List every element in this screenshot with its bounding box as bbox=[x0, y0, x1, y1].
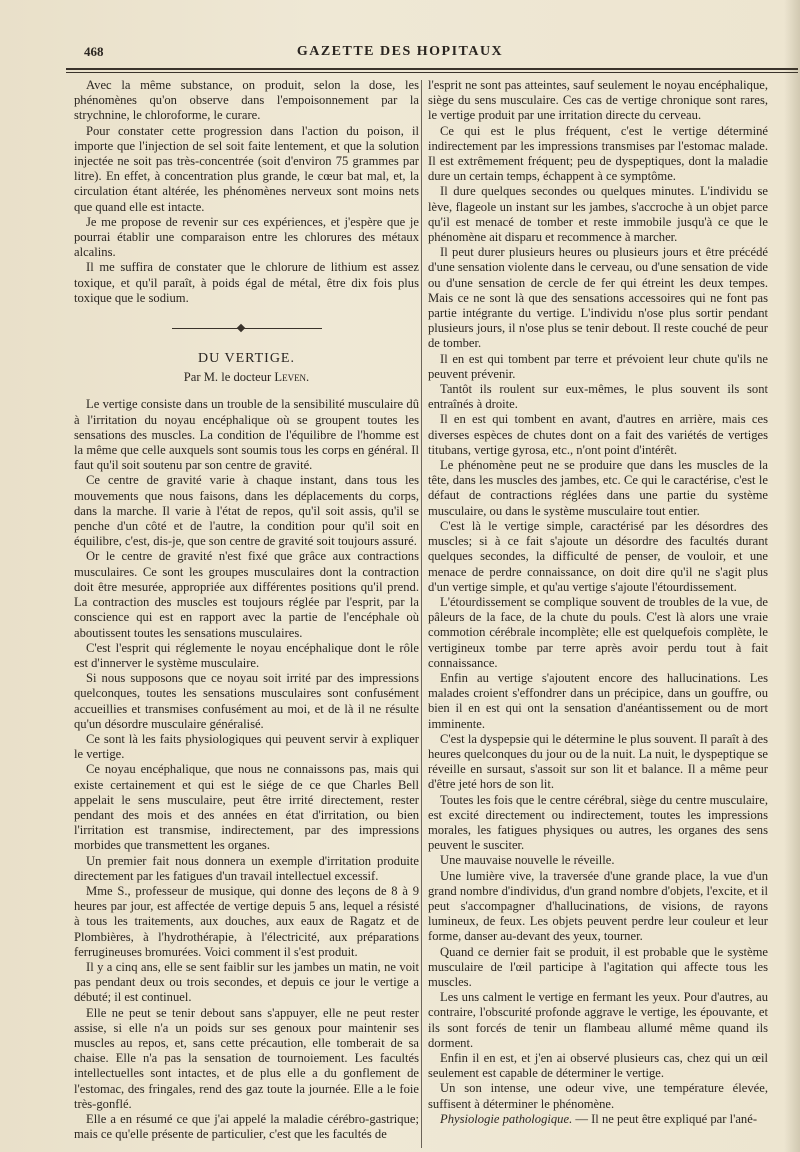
paragraph: Quand ce dernier fait se produit, il est probable que le système musculaire de l'œil participe à l'agitation qui affecte tous les muscles. bbox=[428, 944, 768, 989]
paragraph: L'étourdissement se complique souvent de troubles de la vue, de pâleurs de la face, de la chute du pouls. C'est là alors une vraie commotion cérébrale incomplète; elle est quelquefois complète, le vertigineux tombe par terre après avoir perdu tout à fait connaissance. bbox=[428, 594, 768, 670]
paragraph-text: — Il ne peut être expliqué par l'ané- bbox=[572, 1111, 758, 1126]
paragraph: Il peut durer plusieurs heures ou plusieurs jours et être précédé d'une sensation violente dans le cerveau, ou d'une sensation de vide ou d'une sensation de cercle de fer qui étreint les deux tempes. Mais ce ne sont là que des sensations accessoires qui ne font pas partie intégrante du vertige. L'individu n'ose plus sortir pendant plusieurs jours, il n'ose plus se tenir debout. Il reste couché de peur de tomber. bbox=[428, 245, 768, 351]
column-divider bbox=[421, 80, 422, 1148]
paragraph: Enfin au vertige s'ajoutent encore des hallucinations. Les malades croient s'effondrer dans un précipice, dans un gouffre, ou bien il en est qui ont la sensation d'anéantissement ou de mort imminente. bbox=[428, 670, 768, 731]
paragraph: Tantôt ils roulent sur eux-mêmes, le plus souvent ils sont entraînés à droite. bbox=[428, 382, 768, 412]
left-column bbox=[74, 78, 419, 1148]
paragraph: Elle a en résumé ce que j'ai appelé la maladie cérébro-gastrique; mais ce qu'elle présente de particulier, c'est que les facultés de bbox=[74, 1112, 419, 1142]
article-byline bbox=[74, 370, 419, 385]
paragraph: Le phénomène peut ne se produire que dans les muscles de la tête, dans les muscles des jambes, etc. Ce qui le caractérise, c'est le défaut de contractions réglées dans une partie du système musculaire, ou dans le système musculaire tout entier. bbox=[428, 458, 768, 518]
right-column bbox=[428, 78, 768, 1148]
paragraph: Mme S., professeur de musique, qui donne des leçons de 8 à 9 heures par jour, est affectée de vertige depuis 5 ans, lequel a résisté à tous les traitements, aux douches, aux eaux de Ragatz et de Plombières, à l'hydrothérapie, à l'électricité, aux préparations ferrugineuses bromurées. Voici comment il s'est produit. bbox=[74, 883, 419, 959]
paragraph: Ce noyau encéphalique, que nous ne connaissons pas, mais qui existe certainement et qui est le siége de ce que Charles Bell appelait le sens musculaire, peut être irrité directement, rester pendant des mois et des années en état d'irritation, ou bien l'irritation est transmise, indirectement, par des impressions morbides que transmettent les organes. bbox=[74, 762, 419, 853]
header-rule-thick bbox=[66, 68, 798, 70]
paragraph: Ce qui est le plus fréquent, c'est le vertige déterminé indirectement par les impressions transmises par l'estomac malade. Il est extrêmement fréquent; peu de dyspeptiques, dont la maladie dure un certain temps, échappent à ce symptôme. bbox=[428, 123, 768, 184]
paragraph: Une lumière vive, la traversée d'une grande place, la vue d'un grand nombre d'individus, d'un grand nombre d'objets, l'excite, et il peut s'accompagner d'hallucinations, de visions, de rayons lumineux, de feux. Les objets peuvent perdre leur couleur et leur forme, danser au-devant des yeux, tourner. bbox=[428, 868, 768, 944]
paragraph: Si nous supposons que ce noyau soit irrité par des impressions quelconques, toutes les sensations musculaires sont confusément accueillies et transmises confusément au moi, et de là il ne résulte qu'un désordre musculaire généralisé. bbox=[74, 671, 419, 731]
ornament-divider bbox=[172, 328, 322, 329]
paragraph: Le vertige consiste dans un trouble de la sensibilité musculaire dû à l'irritation du noyau encéphalique où se groupent toutes les sensations des muscles. La condition de l'équilibre de l'homme est la même que celle auxquels sont soumis tous les corps en général. Il faut qu'il soit soutenu par son centre de gravité. bbox=[74, 397, 419, 473]
paragraph: Ce sont là les faits physiologiques qui peuvent servir à expliquer le vertige. bbox=[74, 731, 419, 762]
paragraph: Un premier fait nous donnera un exemple d'irritation produite directement par les fatigues d'un travail intellectuel excessif. bbox=[74, 853, 419, 883]
paragraph: Enfin il en est, et j'en ai observé plusieurs cas, chez qui un œil seulement est capable de déterminer le vertige. bbox=[428, 1051, 768, 1081]
paragraph: l'esprit ne sont pas atteintes, sauf seulement le noyau encéphalique, siège du sens musculaire. Ces cas de vertige chronique sont rares, le vertige produit par une irritation directe du cerveau. bbox=[428, 78, 768, 123]
paragraph: Ce centre de gravité varie à chaque instant, dans tous les mouvements que nous faisons, dans les déplacements du corps, dans la marche. Il varie à l'état de repos, qu'il soit assis, qu'il se penche d'un côté et de l'autre, la condition pour qu'il soit en équilibre, c'est, dis-je, que son centre de gravité soit toujours assuré. bbox=[74, 473, 419, 549]
paragraph: Il me suffira de constater que le chlorure de lithium est assez toxique, et qu'il paraît, à poids égal de métal, être dix fois plus toxique que le sodium. bbox=[74, 260, 419, 305]
paragraph-last bbox=[428, 1112, 768, 1127]
paragraph: C'est la dyspepsie qui le détermine le plus souvent. Il paraît à des heures quelconques du jour ou de la nuit. La nuit, le dyspeptique se réveille en sursaut, s'assoit sur son lit et balance. Il a même peur d'être jeté hors de son lit. bbox=[428, 731, 768, 792]
paragraph: Toutes les fois que le centre cérébral, siège du centre musculaire, est excité directement ou indirectement, toutes les impressions morales, les fatigues physiques ou autres, les organes des sens peuvent le susciter. bbox=[428, 792, 768, 853]
paragraph: C'est l'esprit qui réglemente le noyau encéphalique dont le rôle est d'innerver le système musculaire. bbox=[74, 640, 419, 670]
paragraph: Un son intense, une odeur vive, une température élevée, suffisent à déterminer le phénomène. bbox=[428, 1081, 768, 1111]
paragraph: Or le centre de gravité n'est fixé que grâce aux contractions musculaires. Ce sont les groupes musculaires dont la contraction doit être mesurée, appropriée aux différentes positions qu'il prend. La contraction des muscles est toujours réglée par l'esprit, par la conscience qui est en rapport avec la partie de l'encéphale où aboutissent toutes les sensations musculaires. bbox=[74, 549, 419, 640]
article-title: DU VERTIGE. bbox=[197, 351, 295, 367]
page-number: 468 bbox=[84, 44, 104, 59]
paragraph: Les uns calment le vertige en fermant les yeux. Pour d'autres, au contraire, l'obscurité profonde aggrave le vertige, les épouvante, et ils sont forcés de tenir un flambeau allumé même quand ils dorment. bbox=[428, 990, 768, 1050]
running-title: GAZETTE DES HOPITAUX bbox=[296, 44, 504, 59]
paragraph: Il dure quelques secondes ou quelques minutes. L'individu se lève, flageole un instant sur les jambes, s'accroche à un objet parce qu'il est menacé de tomber et reste immobile jusqu'à ce que le phénomène ait disparu et recommence à marcher. bbox=[428, 184, 768, 245]
paragraph: Je me propose de revenir sur ces expériences, et j'espère que je pourrai établir une comparaison entre les chlorures des métaux alcalins. bbox=[74, 214, 419, 260]
byline-prefix: Par M. le docteur bbox=[183, 370, 275, 385]
diamond-ornament-icon bbox=[236, 324, 244, 332]
paragraph: Il en est qui tombent en avant, d'autres en arrière, mais ces diverses espèces de chutes dont on a fait des variétés de vertiges titubans, vertige gyrosa, etc., n'ont point d'intérêt. bbox=[428, 412, 768, 457]
paragraph: Avec la même substance, on produit, selon la dose, les phénomènes qu'on observe dans l'empoisonnement par la strychnine, le chloroforme, le curare. bbox=[74, 78, 419, 123]
page-edge-shadow bbox=[784, 0, 800, 1152]
header-rule-thin bbox=[66, 72, 798, 73]
byline-author: Leven. bbox=[274, 370, 310, 385]
paragraph: Pour constater cette progression dans l'action du poison, il importe que l'injection de sel soit faite lentement, et que la solution injectée ne soit pas très-concentrée (soit d'environ 75 grammes par litre). En effet, à concentration plus grande, le cœur bat mal, et, la circulation étant altérée, les phénomènes nerveux sont moins nets que quand elle est intacte. bbox=[74, 123, 419, 214]
paragraph: Il y a cinq ans, elle se sent faiblir sur les jambes un matin, ne voit pas pendant deux ou trois secondes, et depuis ce jour le vertige a débuté; il est continuel. bbox=[74, 959, 419, 1005]
paragraph: Une mauvaise nouvelle le réveille. bbox=[440, 853, 615, 868]
subheading-italic: Physiologie pathologique. bbox=[440, 1111, 573, 1126]
paragraph: C'est là le vertige simple, caractérisé par les désordres des muscles; si à ce fait s'ajoute un désordre des facultés durant quelques secondes, la difficulté de penser, de vouloir, et une menace de perdre connaissance, on doit dire qu'il ne s'agit plus d'un vertige simple, et qu'au vertige s'ajoute l'étourdissement. bbox=[428, 518, 768, 594]
paragraph: Elle ne peut se tenir debout sans s'appuyer, elle ne peut rester assise, si elle n'a un poids sur ses genoux pour maintenir ses muscles au repos, et, sans cette précaution, elle tomberait de sa chaise. Elle n'a pas la sensation de tournoiement. Les facultés intellectuelles sont intactes, et de plus elle a du gonflement de l'estomac, des fringales, rend des gaz toute la journée. Elle a le foie très-gonflé. bbox=[74, 1005, 419, 1111]
paragraph: Il en est qui tombent par terre et prévoient leur chute qu'ils ne peuvent prévenir. bbox=[428, 351, 768, 381]
